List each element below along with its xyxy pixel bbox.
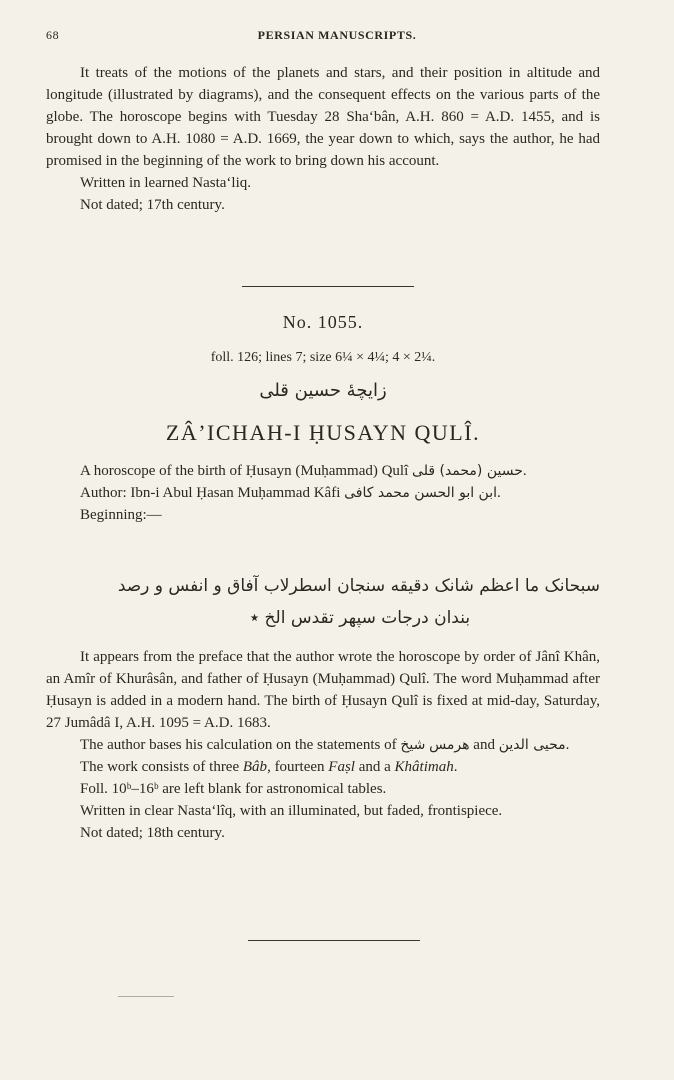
description-line: A horoscope of the birth of Ḥusayn (Muḥammad) Qulî حسین (محمد) قلی.: [80, 463, 527, 479]
page-number: 68: [46, 28, 60, 42]
statements-text: The author bases his calculation on the statements of: [80, 737, 397, 753]
entry-body: [46, 646, 600, 844]
blank-folios-line: Foll. 10ᵇ–16ᵇ are left blank for astronomical tables.: [80, 781, 387, 797]
work-end: .: [453, 759, 458, 775]
preface-paragraph: It appears from the preface that the author wrote the horoscope by order of Jânî Khân, an Amîr of Khurâsân, and father of Ḥusayn (Muḥammad) Qulî. The word Muḥammad after Ḥusayn is added in a modern hand. The birth of Ḥusayn Qulî is fixed at mid-day, Saturday, 27 Jumâdâ I, A.H. 1095 = A.D. 1683.: [46, 649, 600, 731]
description-text: A horoscope of the birth of Ḥusayn (Muḥammad) Qulî: [80, 463, 409, 479]
page-smudge: [118, 996, 174, 997]
author-arabic: ابن ابو الحسن محمد کافی: [344, 485, 497, 501]
dated-line: Not dated; 18th century.: [80, 825, 225, 841]
work-text-b: , fourteen: [267, 759, 325, 775]
statements-arabic-muhyi: محیی الدین: [498, 737, 566, 753]
work-khatimah: Khâtimah: [394, 759, 454, 775]
entry-number: No. 1055.: [282, 312, 364, 332]
previous-entry-paragraph: It treats of the motions of the planets and stars, and their position in altitude and longitude (illustrated by diagrams), and the consequent effects on the various parts of the globe. The horoscope begins with Tuesday 28 Sha‘bân, A.H. 860 = A.D. 1455, and is brought down to A.H. 1080 = A.D. 1669, the year down to which, says the author, he had promised in the beginning of the work to bring down his account.: [46, 65, 600, 169]
description-arabic: حسین (محمد) قلی: [412, 463, 523, 479]
separator-rule-bottom: [248, 940, 420, 941]
work-text-c: and a: [358, 759, 391, 775]
beginning-label: Beginning:—: [80, 507, 162, 523]
previous-entry-text: [46, 62, 600, 216]
statements-and: and: [473, 737, 495, 753]
work-text-a: The work consists of three: [80, 759, 240, 775]
beginning-arabic-line-1: سبحانک ما اعظم شانک دقیقه سنجان اسطرلاب آفاق و انفس و رصد: [117, 576, 600, 596]
previous-entry-written: Written in learned Nasta‘liq.: [80, 175, 251, 191]
author-line: Author: Ibn-i Abul Ḥasan Muḥammad Kâfi ابن ابو الحسن محمد کافی.: [80, 485, 501, 501]
entry-description: [46, 460, 600, 526]
written-line: Written in clear Nasta‘lîq, with an illuminated, but faded, frontispiece.: [80, 803, 503, 819]
previous-entry-dated: Not dated; 17th century.: [80, 197, 225, 213]
page-header: [46, 28, 628, 48]
folio-info: foll. 126; lines 7; size 6¼ × 4¼; 4 × 2¼.: [210, 350, 436, 365]
persian-title: زایچهٔ حسین قلی: [259, 380, 387, 401]
statements-arabic-hermes: هرمس: [429, 737, 470, 753]
entry-title: ZÂ’ICHAH-I ḤUSAYN QULÎ.: [165, 420, 481, 445]
work-bab: Bâb: [242, 759, 268, 775]
work-fasl: Faṣl: [328, 759, 355, 775]
statements-line: The author bases his calculation on the statements of شیخ هرمس and محیی الدین.: [80, 737, 570, 753]
beginning-arabic-line-2: بندان درجات سپهر تقدس الخ ٭: [249, 608, 471, 628]
work-structure-line: [46, 756, 600, 778]
running-head: PERSIAN MANUSCRIPTS.: [257, 28, 417, 42]
statements-arabic-shaykh: شیخ: [400, 737, 426, 753]
author-text: Author: Ibn-i Abul Ḥasan Muḥammad Kâfi: [80, 485, 341, 501]
separator-rule-top: [242, 286, 414, 287]
